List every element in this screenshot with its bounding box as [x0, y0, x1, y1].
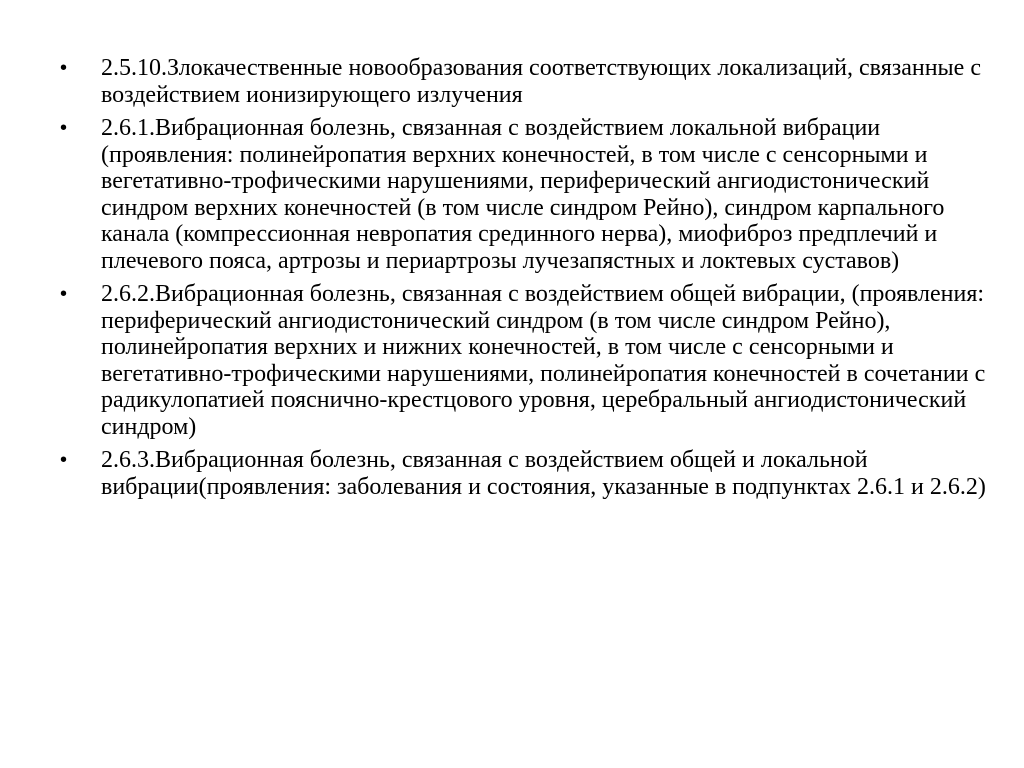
list-item — [60, 55, 1000, 108]
bullet-icon: • — [60, 57, 68, 79]
bullet-list — [60, 55, 1000, 507]
list-item — [60, 447, 1000, 500]
list-item-text: 2.6.2.Вибрационная болезнь, связанная с воздействием общей вибрации, (проявления: периферический ангиодистонический синдром (в том числе синдром Рейно), полинейропатия верхних и нижних конечностей, в том числе с сенсорными и вегетативно-трофическими нарушениями, полинейропатия конечностей в сочетании с радикулопатией пояснично-крестцового уровня, церебральный ангиодистонический синдром) — [101, 281, 986, 440]
list-item — [60, 115, 1000, 274]
list-item-text: 2.5.10.Злокачественные новообразования соответствующих локализаций, связанные с воздействием ионизирующего излучения — [101, 55, 981, 108]
list-item-text: 2.6.3.Вибрационная болезнь, связанная с воздействием общей и локальной вибрации(проявления: заболевания и состояния, указанные в подпунктах 2.6.1 и 2.6.2) — [101, 447, 986, 500]
list-item-text: 2.6.1.Вибрационная болезнь, связанная с воздействием локальной вибрации (проявления: полинейропатия верхних конечностей, в том числе с сенсорными и вегетативно-трофическими нарушениями, периферический ангиодистонический синдром верхних конечностей (в том числе синдром Рейно), синдром карпального канала (компрессионная невропатия срединного нерва), миофиброз предплечий и плечевого пояса, артрозы и периартрозы лучезапястных и локтевых суставов) — [101, 115, 945, 274]
bullet-icon: • — [60, 117, 68, 139]
list-item — [60, 281, 1000, 440]
bullet-icon: • — [60, 449, 68, 471]
bullet-icon: • — [60, 283, 68, 305]
